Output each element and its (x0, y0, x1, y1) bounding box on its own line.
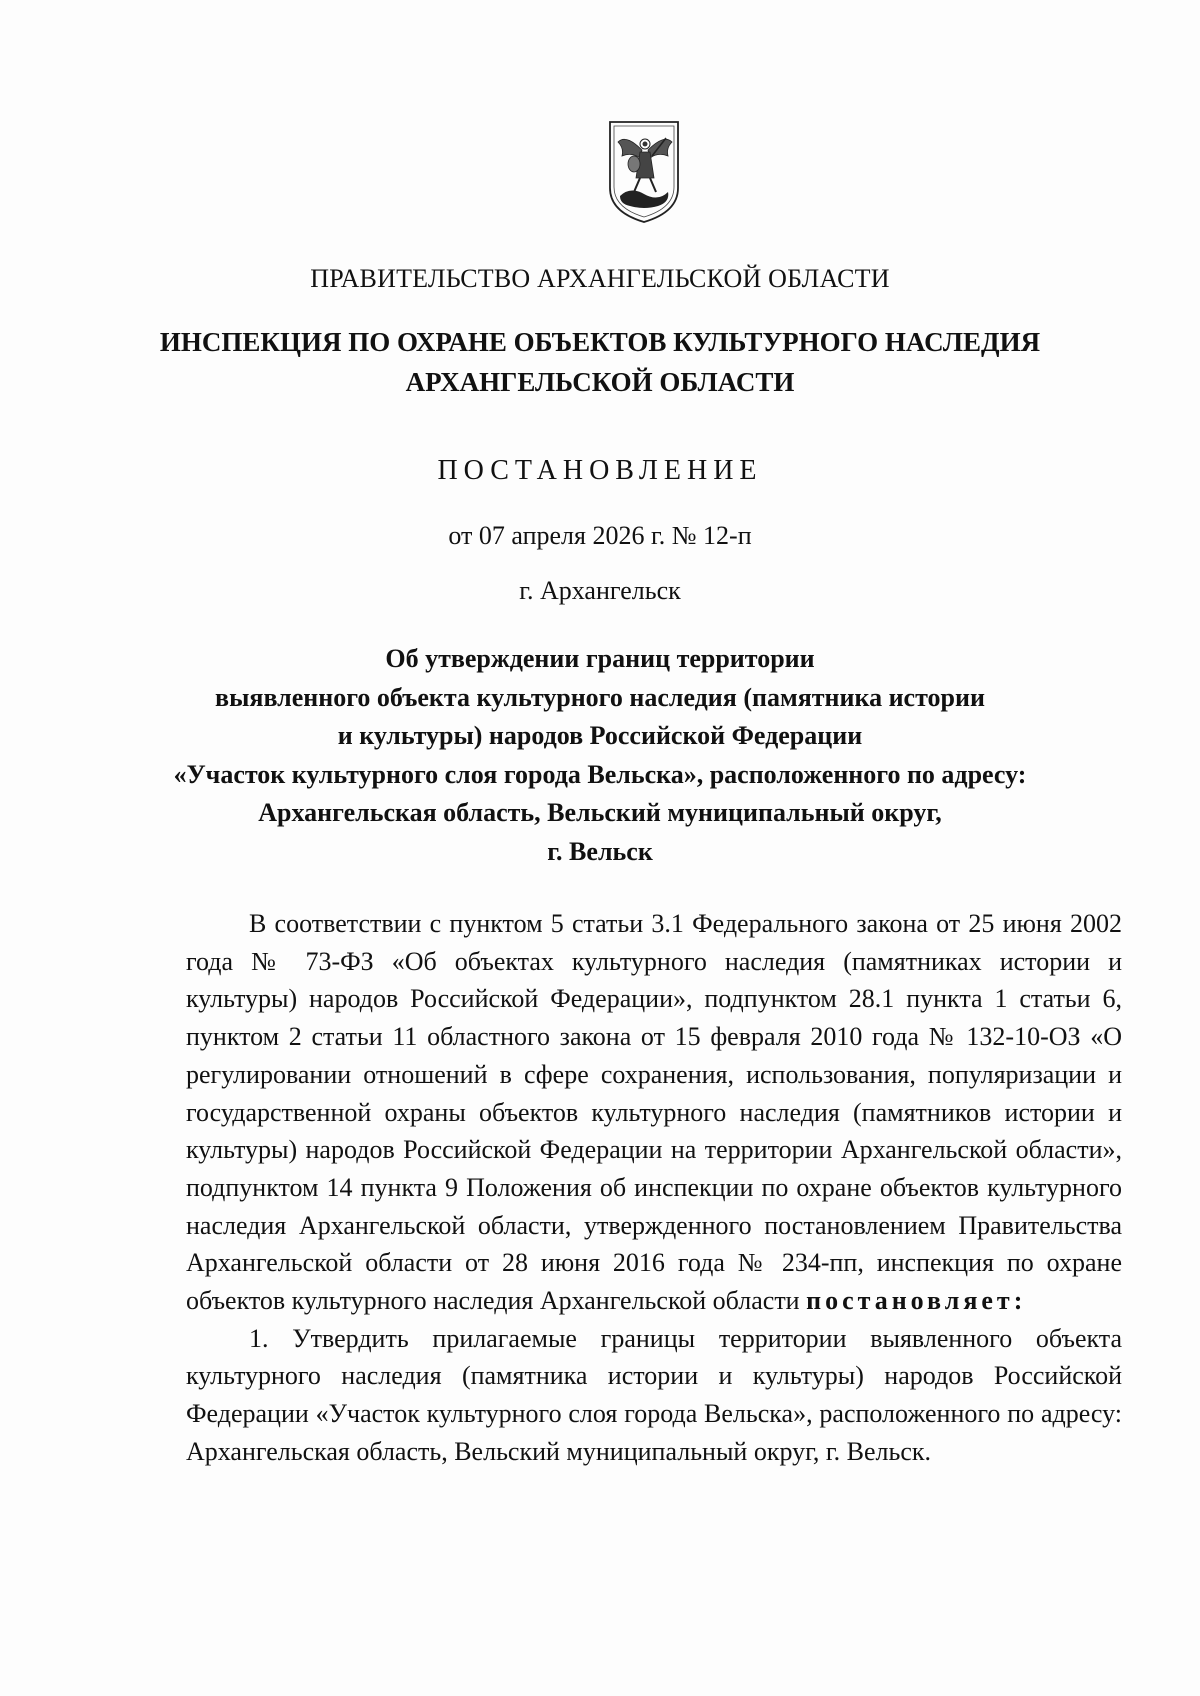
decree-word: постановляет: (806, 1286, 1027, 1316)
document-date-number: от 07 апреля 2026 г. № 12-п (448, 521, 752, 550)
preamble-text: В соответствии с пунктом 5 статьи 3.1 Федерального закона от 25 июня 2002 года № 73-ФЗ «Об объектах культурного наследия (памятниках истории и культуры) народов Российской Федерации», подпунктом 28.1 пункта 1 статьи 6, пунктом 2 статьи 11 областного закона от 15 февраля 2010 года № 132-10-ОЗ «О регулировании отношений в сфере сохранения, использования, популяризации и государственной охраны объектов культурного наследия (памятников истории и культуры) народов Российской Федерации на территории Архангельской области», подпунктом 14 пункта 9 Положения об инспекции по охране объектов культурного наследия Архангельской области, утвержденного постановлением Правительства Архангельской области от 28 июня 2016 года № 234-пп, инспекция по охране объектов культурного наследия Архангельской области (186, 909, 1122, 1316)
inspection-heading-line2: АРХАНГЕЛЬСКОЙ ОБЛАСТИ (405, 367, 795, 397)
document-type: ПОСТАНОВЛЕНИЕ (437, 455, 763, 486)
government-heading: ПРАВИТЕЛЬСТВО АРХАНГЕЛЬСКОЙ ОБЛАСТИ (310, 264, 890, 293)
document-title-line: г. Вельск (547, 836, 653, 866)
preamble-paragraph (186, 905, 1122, 1320)
document-title-line: и культуры) народов Российской Федерации (337, 721, 863, 750)
inspection-heading-line1: ИНСПЕКЦИЯ ПО ОХРАНЕ ОБЪЕКТОВ КУЛЬТУРНОГО НАСЛЕДИЯ (159, 327, 1041, 357)
document-title (150, 640, 1050, 871)
document-title-line: Об утверждении границ территории (385, 644, 815, 673)
document-title-line: Архангельская область, Вельский муниципальный округ, (258, 798, 942, 827)
item-1-paragraph: 1. Утвердить прилагаемые границы территории выявленного объекта культурного наследия (памятника истории и культуры) народов Российской Федерации «Участок культурного слоя города Вельска», расположенного по адресу: Архангельская область, Вельский муниципальный округ, г. Вельск. (186, 1323, 1122, 1466)
inspection-heading (0, 322, 1200, 402)
document-title-line: «Участок культурного слоя города Вельска», расположенного по адресу: (173, 759, 1027, 789)
archangel-coat-of-arms-icon (604, 116, 684, 226)
document-body (186, 905, 1122, 1471)
document-city: г. Архангельск (519, 576, 681, 605)
document-title-line: выявленного объекта культурного наследия (памятника истории (215, 682, 985, 712)
